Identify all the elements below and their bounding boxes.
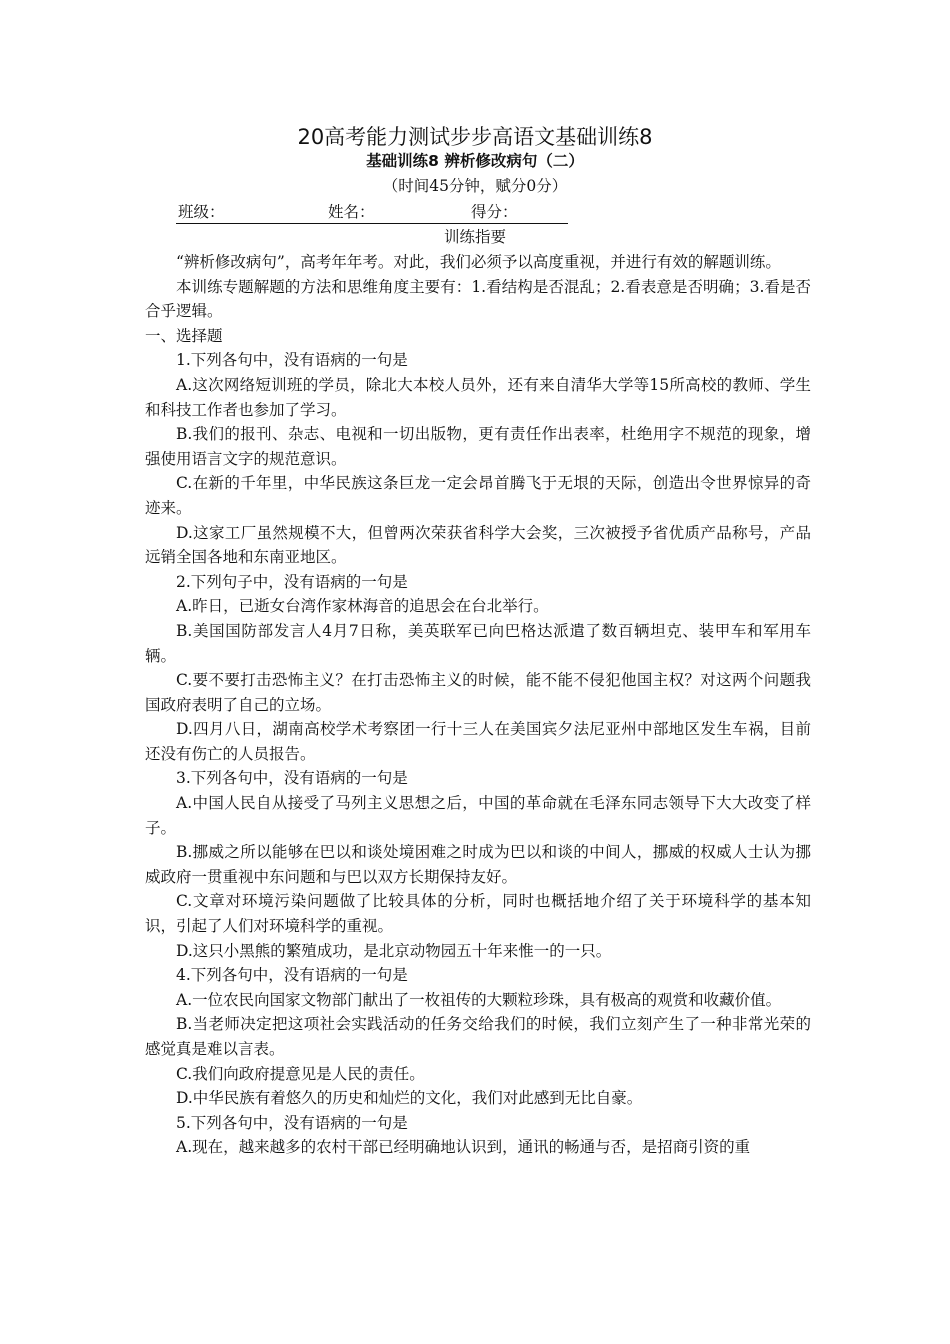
question-stem: 3.下列各句中，没有语病的一句是 bbox=[176, 769, 408, 788]
option-text: A.一位农民向国家文物部门献出了一枚祖传的大颗粒珍珠，具有极高的观赏和收藏价值。 bbox=[176, 990, 782, 1009]
option-text: C.文章对环境污染问题做了比较具体的分析，同时也概括地介绍了关于环境科学的基本知识，引起了人们对环境科学的重视。 bbox=[145, 892, 811, 936]
guide-paragraph: 本训练专题解题的方法和思维角度主要有：1.看结构是否混乱；2.看表意是否明确；3.看是否合乎逻辑。 bbox=[145, 277, 811, 321]
option-text: C.要不要打击恐怖主义？在打击恐怖主义的时候，能不能不侵犯他国主权？对这两个问题我国政府表明了自己的立场。 bbox=[145, 671, 811, 714]
option-text: B.我们的报刊、杂志、电视和一切出版物，更有责任作出表率，杜绝用字不规范的现象，增强使用语言文字的规范意识。 bbox=[145, 425, 811, 468]
option-text: D.这家工厂虽然规模不大，但曾两次荣获省科学大会奖，三次被授予省优质产品称号，产品远销全国各地和东南亚地区。 bbox=[145, 523, 811, 567]
option-text: B.当老师决定把这项社会实践活动的任务交给我们的时候，我们立刻产生了一种非常光荣的感觉真是难以言表。 bbox=[145, 1015, 811, 1058]
guide-paragraph: “辨析修改病句”，高考年年考。对此，我们必须予以高度重视，并进行有效的解题训练。 bbox=[176, 253, 781, 271]
guide-title: 训练指要 bbox=[443, 228, 506, 246]
question-stem: 2.下列句子中，没有语病的一句是 bbox=[176, 572, 408, 591]
option-text: A.中国人民自从接受了马列主义思想之后，中国的革命就在毛泽东同志领导下大大改变了样子。 bbox=[145, 794, 811, 837]
question-stem: 1.下列各句中，没有语病的一句是 bbox=[176, 351, 408, 370]
student-info-line bbox=[176, 201, 568, 224]
option-text: A.现在，越来越多的农村干部已经明确地认识到，通讯的畅通与否，是招商引资的重 bbox=[176, 1138, 751, 1157]
page-title: 20高考能力测试步步高语文基础训练8 bbox=[297, 125, 653, 149]
section-heading: 一、选择题 bbox=[145, 326, 223, 345]
option-text: D.中华民族有着悠久的历史和灿烂的文化，我们对此感到无比自豪。 bbox=[176, 1089, 643, 1108]
option-text: D.四月八日，湖南高校学术考察团一行十三人在美国宾夕法尼亚州中部地区发生车祸，目前还没有伤亡的人员报告。 bbox=[145, 720, 811, 763]
time-info: （时间45分钟，赋分0分） bbox=[382, 177, 568, 195]
score-label: 得分： bbox=[471, 203, 518, 221]
option-text: B.挪威之所以能够在巴以和谈处境困难之时成为巴以和谈的中间人，挪威的权威人士认为挪威政府一贯重视中东问题和与巴以双方长期保持友好。 bbox=[145, 843, 811, 886]
option-text: B.美国国防部发言人4月7日称，美英联军已向巴格达派遣了数百辆坦克、装甲车和军用车辆。 bbox=[145, 621, 811, 665]
question-stem: 4.下列各句中，没有语病的一句是 bbox=[176, 966, 408, 985]
name-label: 姓名： bbox=[328, 203, 375, 221]
page-subtitle: 基础训练8 辨析修改病句（二） bbox=[366, 152, 584, 170]
option-text: C.我们向政府提意见是人民的责任。 bbox=[176, 1064, 425, 1083]
question-stem: 5.下列各句中，没有语病的一句是 bbox=[176, 1113, 408, 1132]
document-body bbox=[145, 250, 811, 1160]
option-text: D.这只小黑熊的繁殖成功，是北京动物园五十年来惟一的一只。 bbox=[176, 941, 612, 960]
option-text: C.在新的千年里，中华民族这条巨龙一定会昂首腾飞于无垠的天际，创造出令世界惊异的奇迹来。 bbox=[145, 474, 811, 517]
option-text: A.昨日，已逝女台湾作家林海音的追思会在台北举行。 bbox=[176, 597, 549, 616]
option-text: A.这次网络短训班的学员，除北大本校人员外，还有来自清华大学等15所高校的教师、学生和科技工作者也参加了学习。 bbox=[145, 375, 811, 419]
class-label: 班级： bbox=[178, 203, 225, 221]
